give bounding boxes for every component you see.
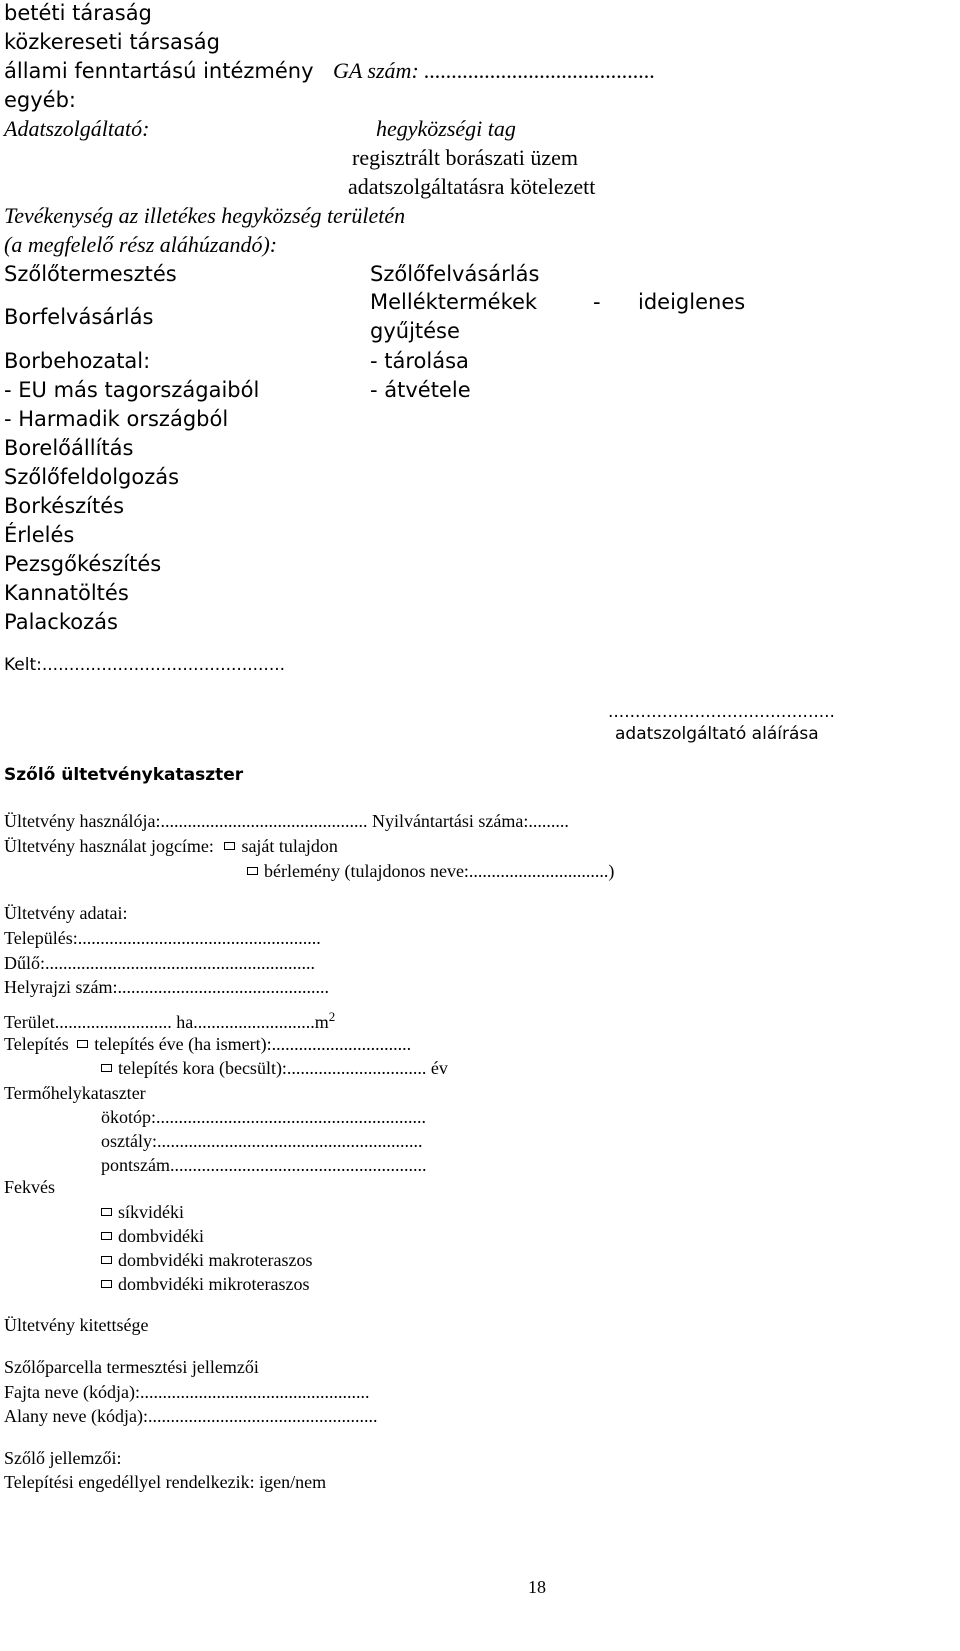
item-mellektermekek-dash: -: [593, 290, 601, 314]
fekves-option: [101, 1275, 309, 1293]
alany-neve-field: Alany neve (kódja):...................................................: [4, 1406, 378, 1426]
kataszter-title: Szőlő ültetvénykataszter: [4, 765, 244, 785]
item-boreloallitas: Borelőállítás: [4, 436, 134, 460]
osztaly-field: osztály:...........................................................: [101, 1131, 423, 1151]
item-szolofeldolgozas: Szőlőfeldolgozás: [4, 465, 180, 489]
page-number: 18: [528, 1577, 546, 1597]
line-allami-intezmeny: állami fenntartású intézmény: [4, 59, 314, 83]
telepules-field: Település:......................................................: [4, 928, 321, 948]
szoloparcella-jellemzoi: Szőlőparcella termesztési jellemzői: [4, 1357, 259, 1377]
line-beteti-tarsasag: betéti táraság: [4, 1, 152, 25]
telepitesi-engedely: Telepítési engedéllyel rendelkezik: igen/nem: [4, 1472, 327, 1492]
telepites-eve-label: telepítés éve (ha ismert):...............................: [94, 1034, 412, 1054]
item-tarolasa: - tárolása: [370, 349, 469, 373]
checkbox-sajat-tulajdon[interactable]: [224, 842, 235, 850]
tevekenyseg-subheading: (a megfelelő rész aláhúzandó):: [4, 232, 278, 257]
adatszolgaltato-kotelezett: adatszolgáltatásra kötelezett: [348, 174, 596, 199]
checkbox-berlemeny[interactable]: [247, 867, 258, 875]
checkbox-dombvideki-makroteraszos[interactable]: [101, 1256, 112, 1264]
item-eu-tagorszagai: - EU más tagországaiból: [4, 378, 260, 402]
telepites-row: [4, 1035, 411, 1053]
checkbox-dombvideki[interactable]: [101, 1232, 112, 1240]
kelt-field: Kelt:.............................................: [4, 655, 286, 675]
item-kannatoltes: Kannatöltés: [4, 581, 129, 605]
helyrajzi-szam-field: Helyrajzi szám:...............................................: [4, 977, 329, 997]
item-szolofelvasarlas: Szőlőfelvásárlás: [370, 262, 540, 286]
item-ideiglenes: ideiglenes: [638, 290, 746, 314]
item-harmadik-orszag: - Harmadik országból: [4, 407, 229, 431]
berlemeny-row: [247, 862, 614, 880]
checkbox-telepites-kora[interactable]: [101, 1064, 112, 1072]
telepites-kora-row: [101, 1059, 448, 1077]
adatszolgaltato-regisztralt: regisztrált borászati üzem: [352, 145, 579, 170]
line-egyeb: egyéb:: [4, 88, 77, 112]
hasznalat-jogcime: [4, 837, 338, 855]
item-borkeszites: Borkészítés: [4, 494, 125, 518]
fajta-neve-field: Fajta neve (kódja):...................................................: [4, 1382, 370, 1402]
termohelykataszter: Termőhelykataszter: [4, 1083, 146, 1103]
telepites-kora-label: telepítés kora (becsült):............................... év: [118, 1058, 448, 1078]
adatszolgaltato-hegykozsegi-tag: hegyközségi tag: [376, 116, 516, 141]
jogcim-label: Ültetvény használat jogcíme:: [4, 836, 214, 856]
szolo-jellemzoi: Szőlő jellemzői:: [4, 1448, 122, 1468]
telepites-label: Telepítés: [4, 1034, 69, 1054]
item-borbehozatal: Borbehozatal:: [4, 349, 151, 373]
item-pezsgokeszites: Pezsgőkészítés: [4, 552, 162, 576]
item-erleles: Érlelés: [4, 523, 75, 547]
item-mellektermekek: Melléktermékek: [370, 290, 538, 314]
fekves-label: Fekvés: [4, 1177, 55, 1197]
ultetveny-kitettsege: Ültetvény kitettsége: [4, 1315, 149, 1335]
dulo-field: Dűlő:............................................................: [4, 953, 316, 973]
fekves-option: [101, 1203, 184, 1221]
item-atvetele: - átvétele: [370, 378, 471, 402]
item-szolotermesztes: Szőlőtermesztés: [4, 262, 177, 286]
sajat-tulajdon-label: saját tulajdon: [241, 836, 338, 856]
item-gyujtese: gyűjtése: [370, 319, 460, 343]
fekves-option-label: síkvidéki: [118, 1202, 184, 1222]
fekves-option-label: dombvidéki: [118, 1226, 204, 1246]
signature-label: adatszolgáltató aláírása: [615, 724, 819, 744]
okotop-field: ökotóp:............................................................: [101, 1107, 427, 1127]
ga-szam: GA szám: ..........................................: [333, 58, 656, 83]
fekves-option: [101, 1227, 204, 1245]
item-borfelvasarlas: Borfelvásárlás: [4, 305, 154, 329]
signature-dots: ..........................................: [608, 702, 835, 722]
adatszolgaltato-label: Adatszolgáltató:: [4, 116, 150, 141]
checkbox-telepites-eve[interactable]: [77, 1040, 88, 1048]
line-kozkereseti-tarsasag: közkereseti társaság: [4, 30, 220, 54]
ultetveny-adatai: Ültetvény adatai:: [4, 903, 128, 923]
checkbox-sikvideki[interactable]: [101, 1208, 112, 1216]
pontszam-field: pontszám.........................................................: [101, 1155, 427, 1175]
fekves-option-label: dombvidéki makroteraszos: [118, 1250, 313, 1270]
checkbox-dombvideki-mikroteraszos[interactable]: [101, 1280, 112, 1288]
item-palackozas: Palackozás: [4, 610, 118, 634]
fekves-option-label: dombvidéki mikroteraszos: [118, 1274, 310, 1294]
fekves-option: [101, 1251, 312, 1269]
tevekenyseg-heading: Tevékenység az illetékes hegyközség területén: [4, 203, 406, 228]
terulet-text: Terület.......................... ha...........................m: [4, 1012, 329, 1032]
ultetveny-hasznaloja: Ültetvény használója:.............................................. Nyilvántartási száma:.........: [4, 811, 569, 831]
terulet-field: [4, 1010, 335, 1031]
berlemeny-label: bérlemény (tulajdonos neve:...............................): [264, 861, 615, 881]
terulet-sup: 2: [328, 1009, 336, 1024]
